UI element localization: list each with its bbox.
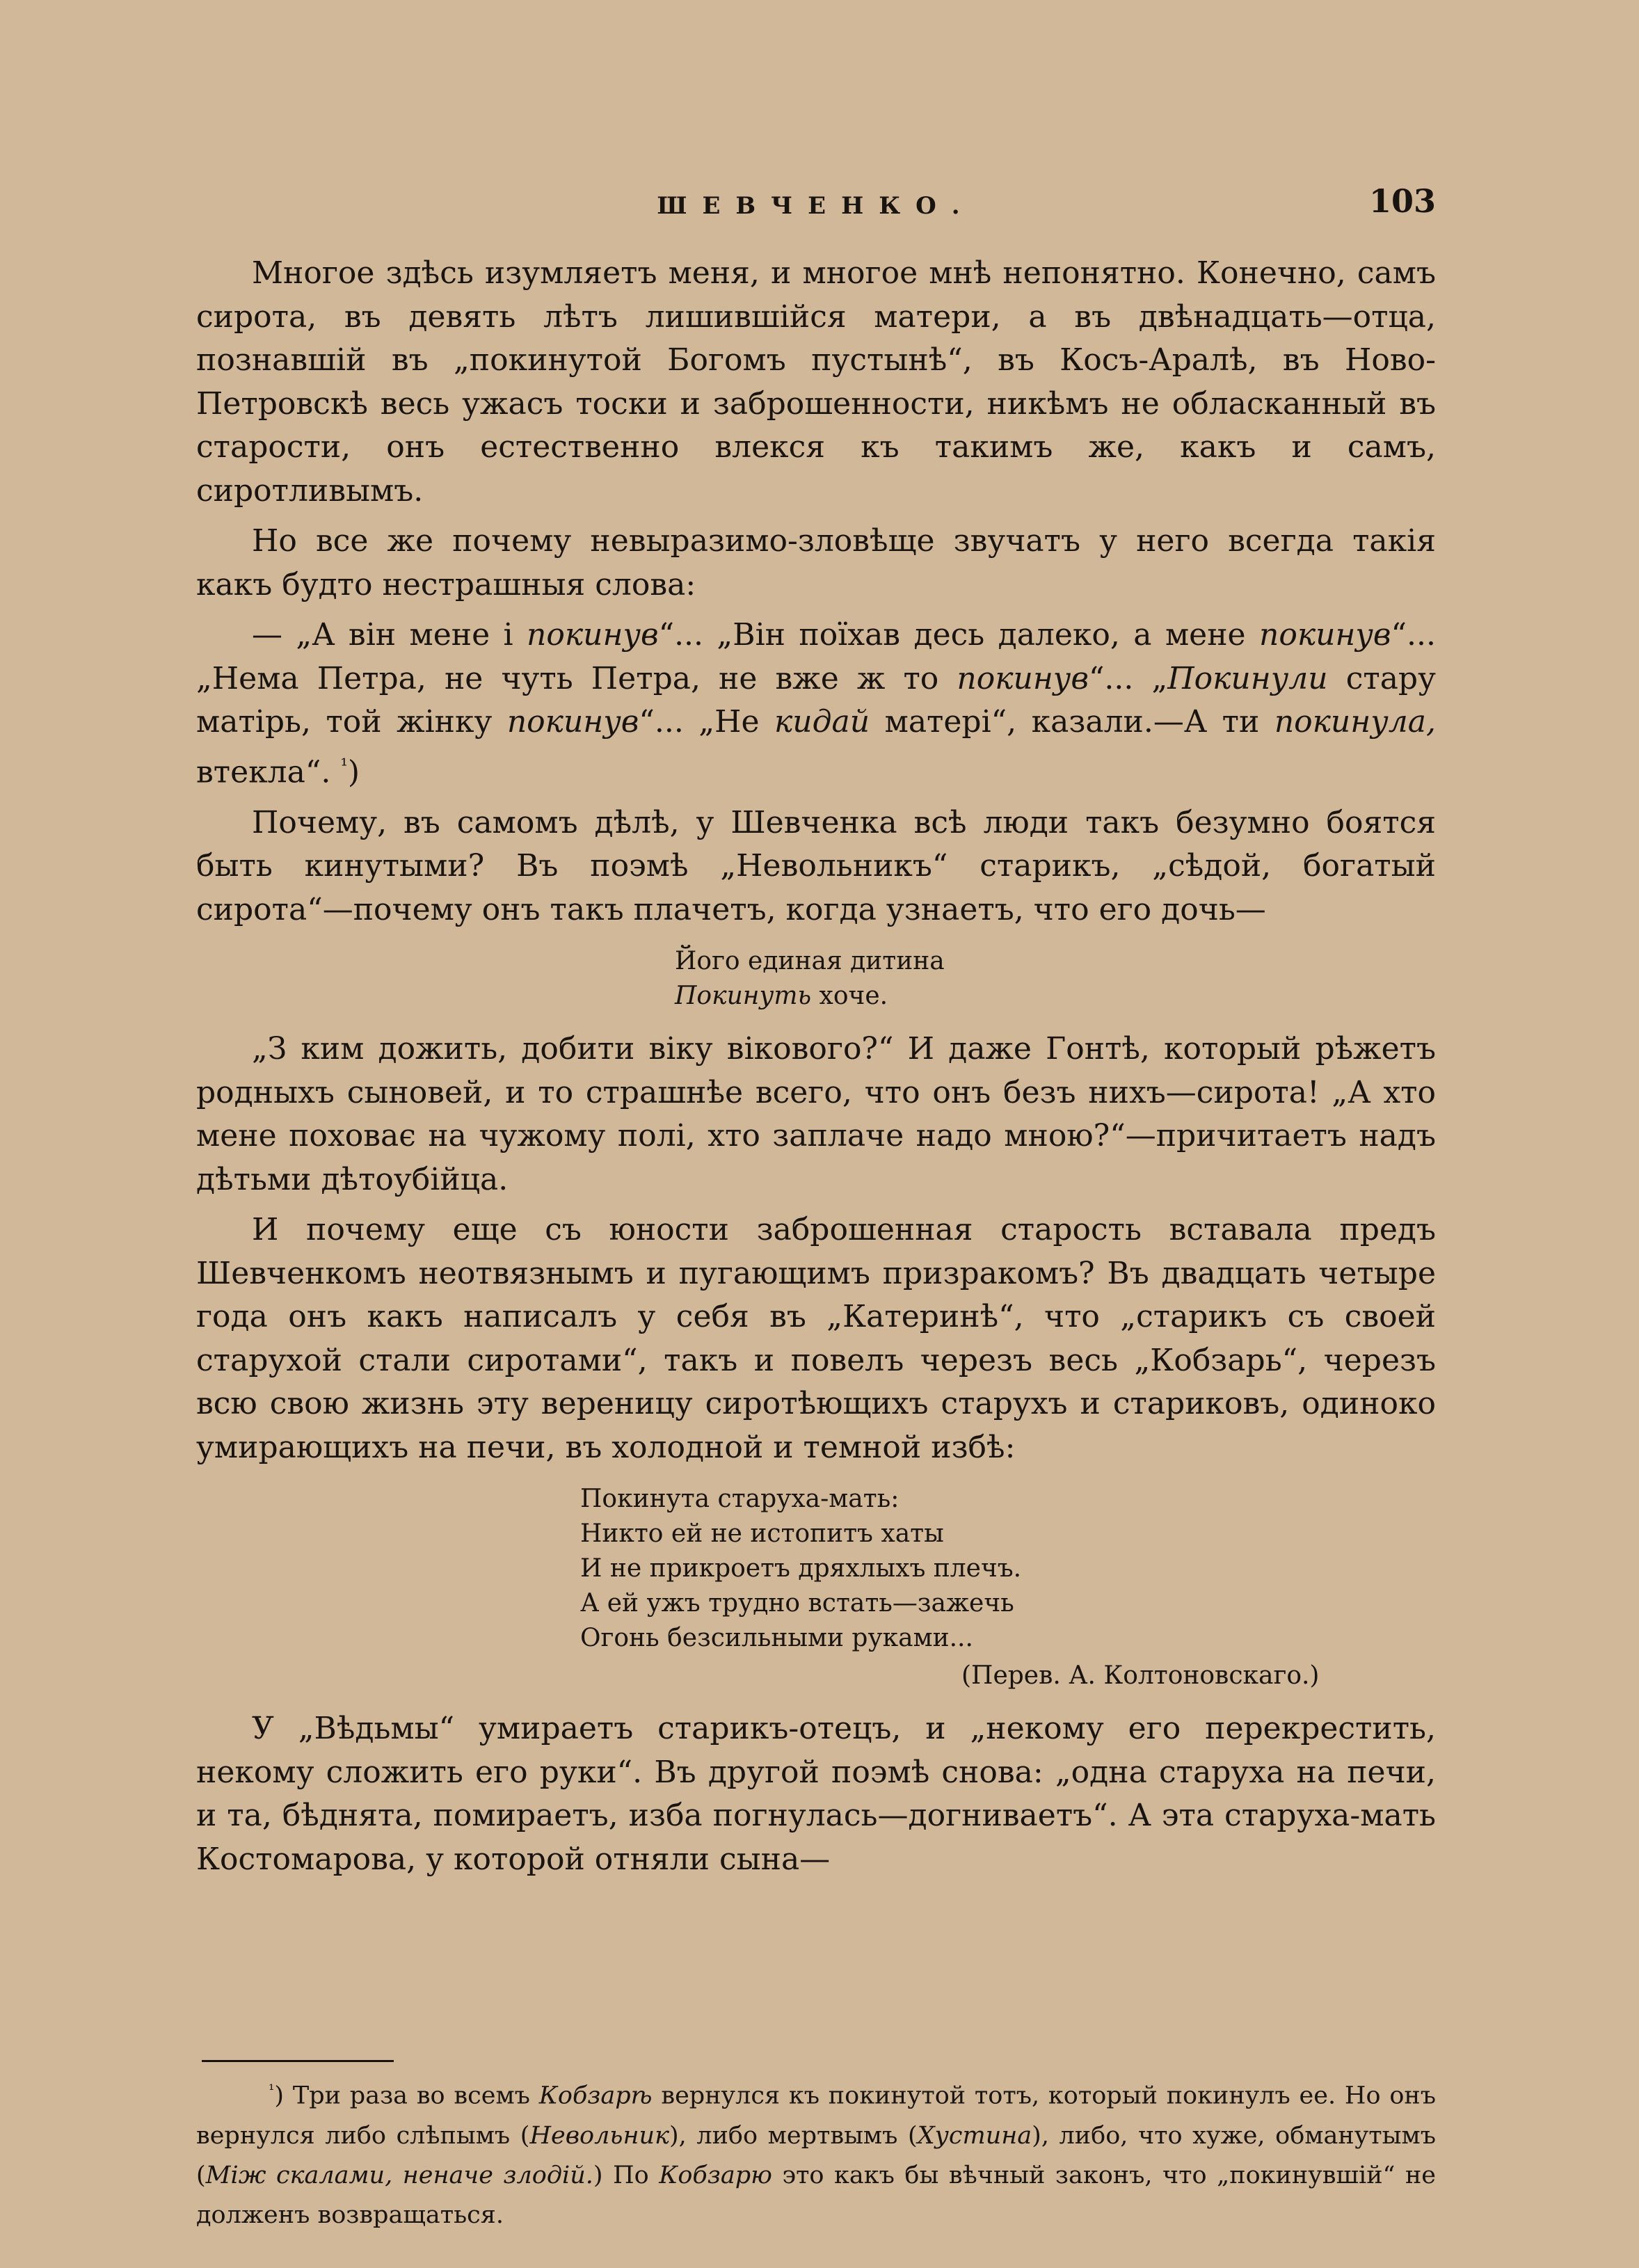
main-text <box>196 252 1436 1888</box>
paragraph-2: Но все же почему невыразимо-зловѣще звучатъ у него всегда такія какъ будто нестрашныя слова: <box>196 523 1436 602</box>
text: “... „Нема Петра, не чуть Петра, не вже ж то <box>196 617 1436 696</box>
footnote-marker: ¹ <box>269 2082 275 2098</box>
footnote-marker: ¹ <box>340 754 348 776</box>
paragraph-7: У „Вѣдьмы“ умираетъ старикъ-отецъ, и „некому его перекрестить, некому сложить его руки“. Въ другой поэмѣ снова: „одна старуха на печи, и та, бѣднята, помираетъ, изба погнулась—догниваетъ“. А эта старуха-мать Костомарова, у которой отняли сына— <box>196 1711 1436 1877</box>
verse-line <box>675 979 1436 1014</box>
text: ) Три раза во всемъ <box>274 2082 539 2110</box>
text: “... „Не <box>639 704 775 740</box>
italic-word: Хустина <box>917 2121 1032 2150</box>
italic-word: покинув <box>957 660 1089 696</box>
verse-line: Покинута старуха-мать: <box>580 1485 900 1514</box>
text: ), либо мертвымъ ( <box>669 2121 918 2150</box>
footnote <box>196 2070 1436 2235</box>
text: стару матірь, той жінку <box>196 660 1436 740</box>
text: ) <box>347 754 360 790</box>
footnote-text <box>196 2070 1436 2235</box>
verse-line: Никто ей не истопитъ хаты <box>580 1519 944 1549</box>
page-number: 103 <box>1368 182 1436 220</box>
italic-word: кидай <box>774 704 870 740</box>
text: втекла“. <box>196 754 341 790</box>
italic-word: Кобзарю <box>659 2161 772 2189</box>
page-header <box>196 182 1436 224</box>
verse-quote-1 <box>196 944 1436 1014</box>
paragraph-6: И почему еще съ юности заброшенная старость вставала предъ Шевченкомъ неотвязнымъ и пугающимъ призракомъ? Въ двадцать четыре года онъ какъ написалъ у себя въ „Катеринѣ“, что „старикъ съ своей старухой стали сиротами“, такъ и повелъ черезъ весь „Кобзарь“, черезъ всю свою жизнь эту вереницу сиротѣющихъ старухъ и стариковъ, одиноко умирающихъ на печи, въ холодной и темной избѣ: <box>196 1212 1436 1465</box>
text: “... „Він поїхав десь далеко, а мене <box>658 617 1259 653</box>
text: — „А він мене і <box>252 617 527 653</box>
italic-word: Покинули <box>1167 660 1328 696</box>
italic-word: покинув <box>506 704 639 740</box>
text: ) По <box>593 2161 659 2189</box>
text: матері“, казали.—А ти <box>870 704 1274 740</box>
text: это какъ бы вѣчный законъ, что „покинувшій“ не долженъ возвращаться. <box>196 2161 1436 2229</box>
italic-word: покинула, <box>1274 704 1436 740</box>
text: ), либо, что хуже, обманутымъ ( <box>196 2121 1437 2189</box>
italic-word: Між скалами, неначе злодій. <box>205 2161 593 2189</box>
paragraph-1: Многое здѣсь изумляетъ меня, и многое мнѣ непонятно. Конечно, самъ сирота, въ девять лѣтъ лишившійся матери, а въ двѣнадцать—отца, познавшій въ „покинутой Богомъ пустынѣ“, въ Косъ-Аралѣ, въ Ново-Петровскѣ весь ужасъ тоски и заброшенности, никѣмъ не обласканный въ старости, онъ естественно влекся къ такимъ же, какъ и самъ, сиротливымъ. <box>196 255 1436 509</box>
verse-line: Його единая дитина <box>675 947 945 976</box>
translator-attribution: (Перев. А. Колтоновскаго.) <box>961 1661 1320 1691</box>
paragraph-5: „З ким дожить, добити віку вікового?“ И даже Гонтѣ, который рѣжетъ родныхъ сыновей, и то страшнѣе всего, что онъ безъ нихъ—сирота! „А хто мене поховає на чужому полі, хто заплаче надо мною?“—причитаетъ надъ дѣтьми дѣтоубійца. <box>196 1031 1436 1197</box>
verse-line: А ей ужъ трудно встать—зажечь <box>580 1589 1014 1618</box>
running-title: ШЕВЧЕНКО. <box>657 192 975 220</box>
italic-word: Кобзарѣ <box>538 2082 653 2110</box>
verse-line: И не прикроетъ дряхлыхъ плечъ. <box>580 1554 1022 1583</box>
paragraph-4: Почему, въ самомъ дѣлѣ, у Шевченка всѣ люди такъ безумно боятся быть кинутыми? Въ поэмѣ „Невольникъ“ старикъ, „сѣдой, богатый сирота“—почему онъ такъ плачетъ, когда узнаетъ, что его дочь— <box>196 804 1436 927</box>
verse-quote-2 <box>196 1482 1436 1693</box>
italic-word: покинув <box>527 617 659 653</box>
italic-word: Невольник <box>529 2121 669 2150</box>
paragraph-3-quotes <box>196 614 1436 794</box>
italic-word: Покинуть <box>675 982 812 1011</box>
italic-word: покинув <box>1258 617 1391 653</box>
text: хоче. <box>811 982 888 1011</box>
text: “... „ <box>1088 660 1168 696</box>
footnote-rule <box>202 2060 394 2062</box>
text: вернулся къ покинутой тотъ, который покинулъ ее. Но онъ вернулся либо слѣпымъ ( <box>196 2082 1437 2150</box>
verse-line: Огонь безсильными руками... <box>580 1624 973 1653</box>
